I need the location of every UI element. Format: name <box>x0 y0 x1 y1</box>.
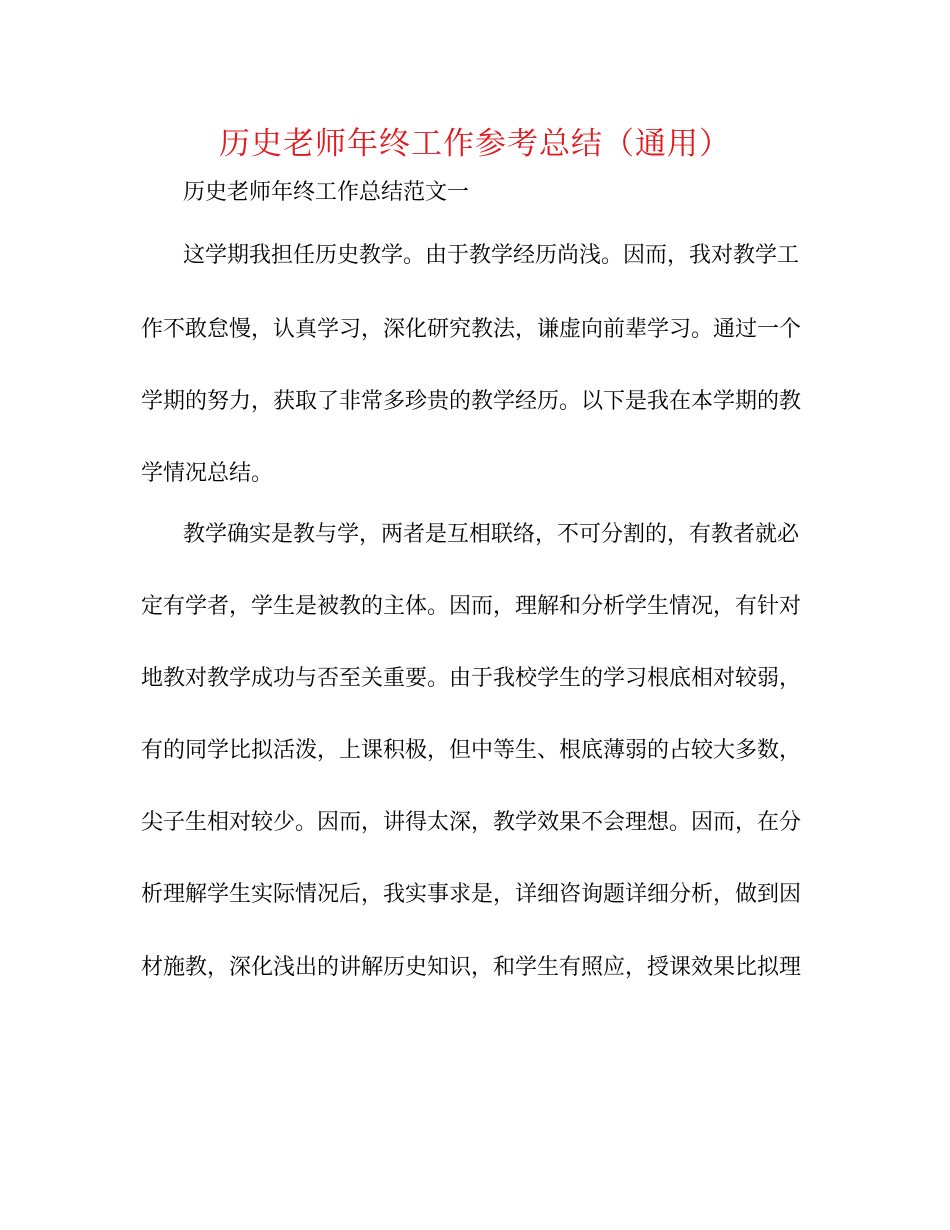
paragraph-line: 教学确实是教与学，两者是互相联络，不可分割的，有教者就必 <box>183 522 800 547</box>
paragraph-line: 学情况总结。 <box>141 461 274 486</box>
paragraph-line: 有的同学比拟活泼，上课积极，但中等生、根底薄弱的占较大多数， <box>141 738 802 763</box>
paragraph-line: 定有学者，学生是被教的主体。因而，理解和分析学生情况，有针对 <box>141 594 802 619</box>
document-subtitle: 历史老师年终工作总结范文一 <box>183 180 470 205</box>
paragraph-line: 作不敢怠慢，认真学习，深化研究教法，谦虚向前辈学习。通过一个 <box>141 317 802 342</box>
paragraph-line: 这学期我担任历史教学。由于教学经历尚浅。因而，我对教学工 <box>183 243 800 268</box>
paragraph-line: 地教对教学成功与否至关重要。由于我校学生的学习根底相对较弱， <box>141 666 802 691</box>
paragraph-line: 尖子生相对较少。因而，讲得太深，教学效果不会理想。因而，在分 <box>141 810 802 835</box>
paragraph-line: 材施教，深化浅出的讲解历史知识，和学生有照应，授课效果比拟理 <box>141 955 802 980</box>
document-title: 历史老师年终工作参考总结（通用） <box>219 126 731 162</box>
paragraph-line: 析理解学生实际情况后，我实事求是，详细咨询题详细分析，做到因 <box>141 882 802 907</box>
paragraph-line: 学期的努力，获取了非常多珍贵的教学经历。以下是我在本学期的教 <box>141 389 802 414</box>
